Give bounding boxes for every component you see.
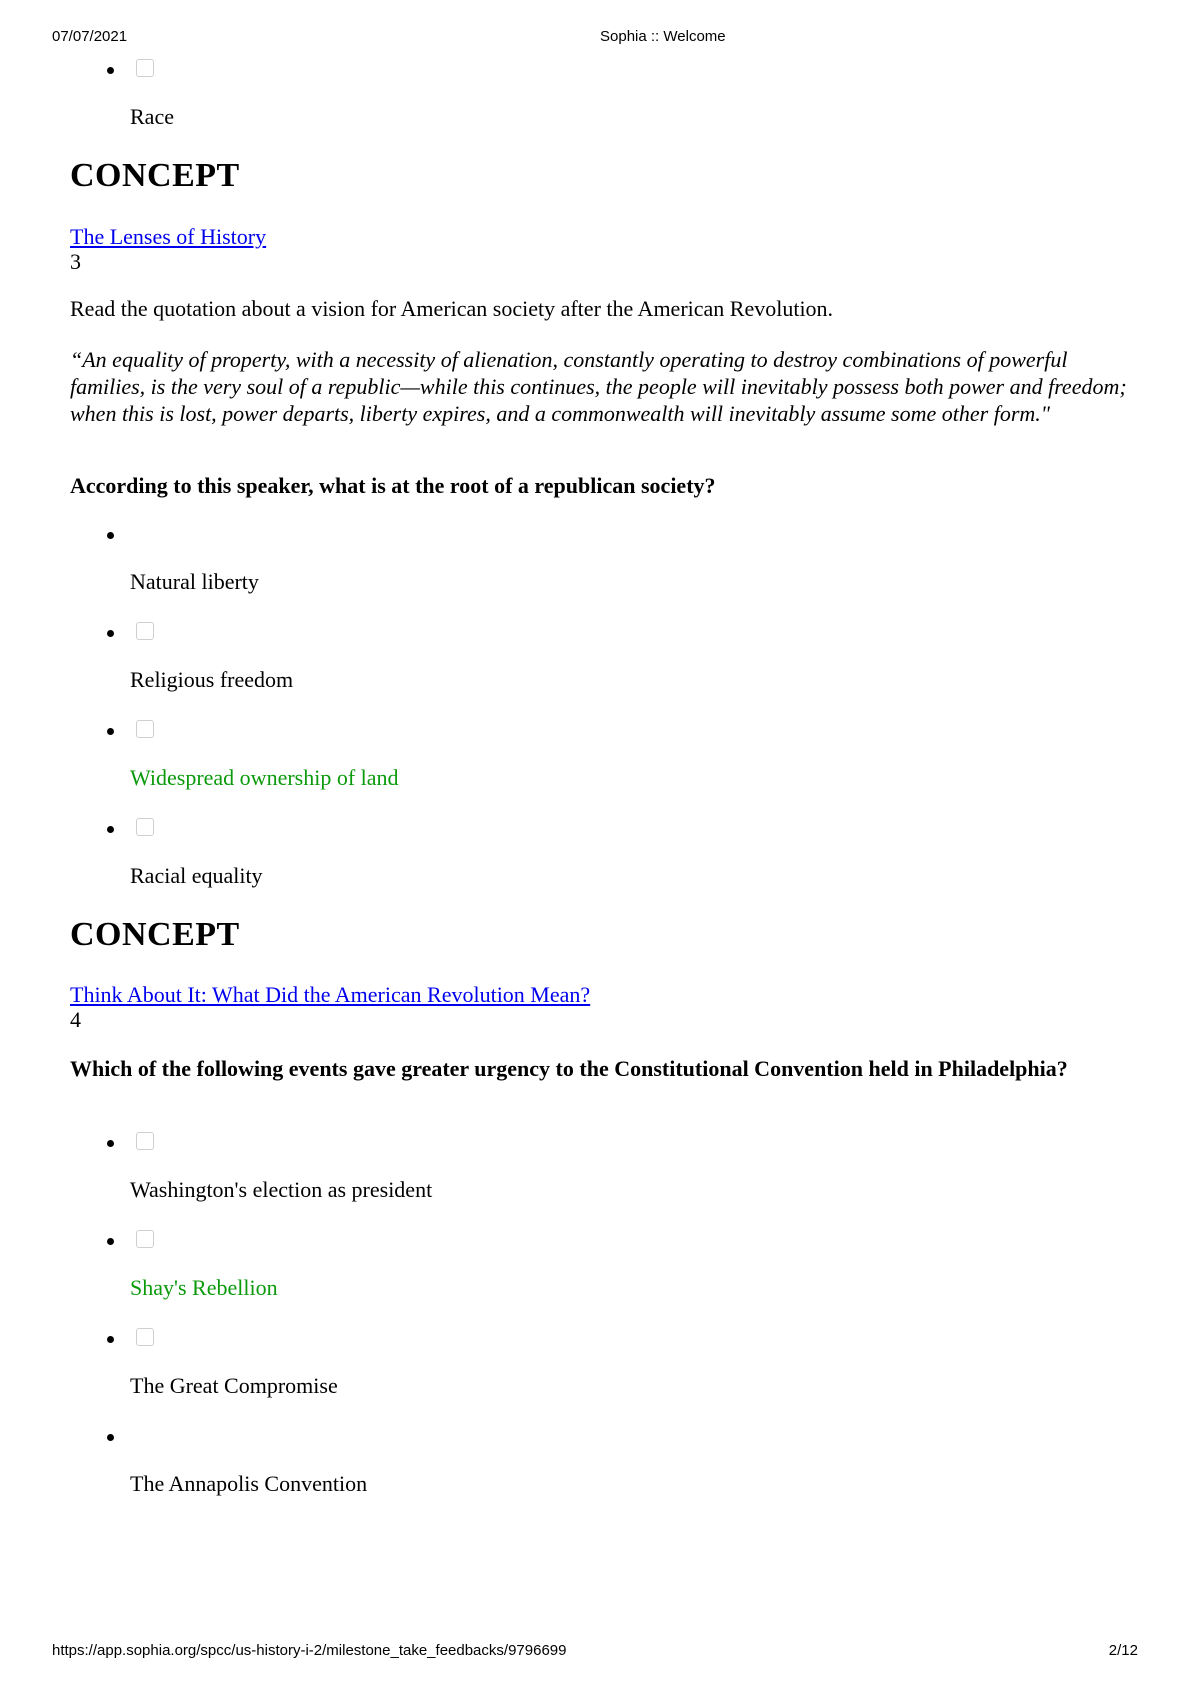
list-bullet — [107, 1238, 114, 1245]
option-checkbox[interactable] — [136, 59, 154, 77]
option-label-correct: Widespread ownership of land — [130, 765, 399, 790]
concept-heading: CONCEPT — [70, 157, 240, 194]
option-label: Race — [130, 104, 174, 129]
list-bullet — [107, 67, 114, 74]
concept-heading: CONCEPT — [70, 916, 240, 953]
option-checkbox[interactable] — [136, 818, 154, 836]
option-label: Racial equality — [130, 863, 263, 888]
list-bullet — [107, 826, 114, 833]
option-checkbox[interactable] — [136, 1328, 154, 1346]
option-label: The Annapolis Convention — [130, 1471, 368, 1496]
option-label: Natural liberty — [130, 569, 259, 594]
question-quote: “An equality of property, with a necessity of alienation, constantly operating to destroy combinations of powerful families, is the very soul of a republic—while this continues, the people will inevitably possess both power and freedom; when this is lost, power departs, liberty expires, and a commonwealth will inevitably assume some other form." — [70, 347, 1127, 426]
page-url: https://app.sophia.org/spcc/us-history-i-2/milestone_take_feedbacks/9796699 — [52, 1642, 567, 1659]
question-prompt: Which of the following events gave greater urgency to the Constitutional Convention held in Philadelphia? — [70, 1056, 1068, 1081]
option-label: The Great Compromise — [130, 1373, 338, 1398]
question-number: 4 — [70, 1007, 81, 1032]
list-bullet — [107, 1336, 114, 1343]
option-label: Religious freedom — [130, 667, 294, 692]
question-intro: Read the quotation about a vision for American society after the American Revolution. — [70, 296, 834, 321]
option-checkbox[interactable] — [136, 1230, 154, 1248]
print-date: 07/07/2021 — [52, 28, 128, 45]
option-checkbox[interactable] — [136, 622, 154, 640]
option-label-correct: Shay's Rebellion — [130, 1275, 278, 1300]
option-label: Washington's election as president — [130, 1177, 433, 1202]
concept-link-lenses-of-history[interactable]: The Lenses of History — [70, 224, 267, 249]
list-bullet — [107, 1140, 114, 1147]
option-checkbox[interactable] — [136, 720, 154, 738]
question-number: 3 — [70, 249, 81, 274]
list-bullet — [107, 728, 114, 735]
list-bullet — [107, 532, 114, 539]
question-prompt: According to this speaker, what is at the root of a republican society? — [70, 473, 716, 498]
concept-link-think-about-it[interactable]: Think About It: What Did the American Revolution Mean? — [70, 982, 591, 1007]
print-title: Sophia :: Welcome — [600, 28, 726, 45]
list-bullet — [107, 630, 114, 637]
page-number: 2/12 — [1108, 1642, 1138, 1659]
print-footer — [0, 1642, 1190, 1662]
list-bullet — [107, 1434, 114, 1441]
option-checkbox[interactable] — [136, 1132, 154, 1150]
print-header — [0, 28, 1190, 48]
